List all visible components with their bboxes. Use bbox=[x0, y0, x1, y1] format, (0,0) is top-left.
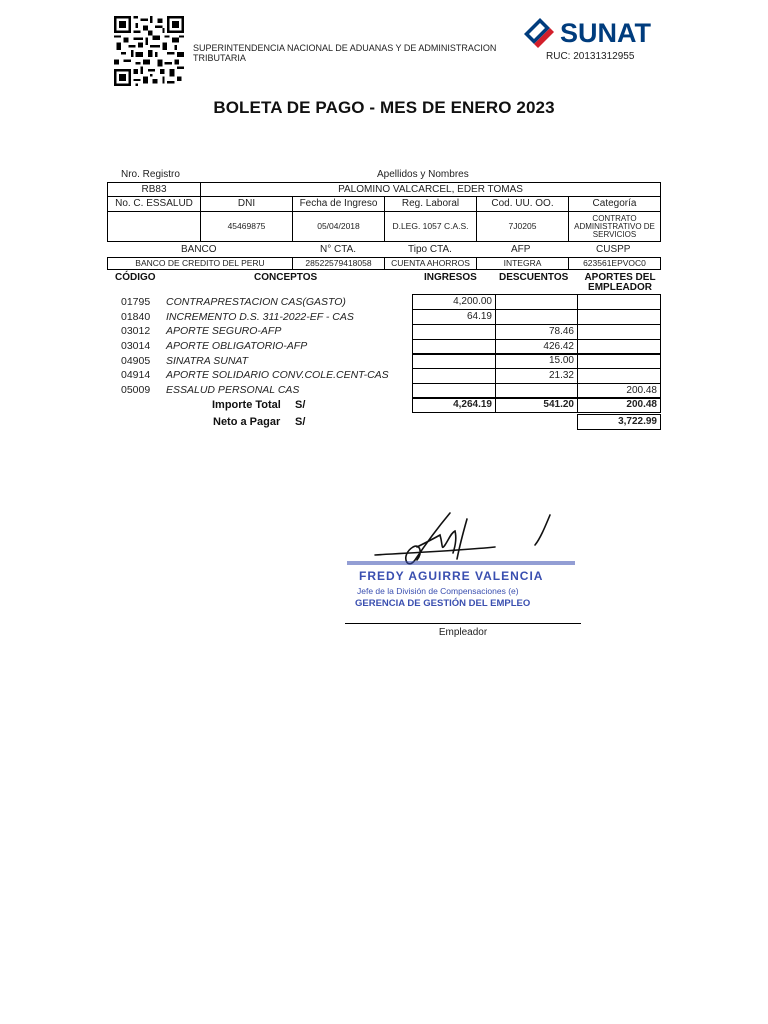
row-code: 04905 bbox=[121, 355, 151, 367]
value-cod-uu: 7J0205 bbox=[476, 211, 569, 242]
row-ingreso: 64.19 bbox=[412, 309, 496, 325]
value-fecha-ingreso: 05/04/2018 bbox=[292, 211, 385, 242]
label-essalud: No. C. ESSALUD bbox=[107, 196, 201, 212]
label-cod-uu: Cod. UU. OO. bbox=[476, 196, 569, 212]
row-descuento: 426.42 bbox=[495, 339, 578, 355]
importe-total-label: Importe Total bbox=[212, 399, 281, 411]
value-cuspp: 623561EPVOC0 bbox=[568, 257, 661, 270]
row-aporte bbox=[577, 324, 661, 340]
row-code: 03014 bbox=[121, 340, 151, 352]
row-ingreso: 4,200.00 bbox=[412, 294, 496, 310]
row-code: 01840 bbox=[121, 311, 151, 323]
neto-pagar-currency: S/ bbox=[295, 416, 306, 428]
row-descuento bbox=[495, 309, 578, 325]
document-title: BOLETA DE PAGO - MES DE ENERO 2023 bbox=[213, 98, 555, 117]
total-aportes: 200.48 bbox=[577, 397, 661, 413]
value-reg-laboral: D.LEG. 1057 C.A.S. bbox=[384, 211, 477, 242]
header-conceptos: CONCEPTOS bbox=[254, 272, 318, 283]
stamp-name: FREDY AGUIRRE VALENCIA bbox=[359, 569, 544, 583]
label-tipo-cta: Tipo CTA. bbox=[408, 244, 452, 255]
row-ingreso bbox=[412, 353, 496, 369]
label-dni: DNI bbox=[200, 196, 293, 212]
handwritten-signature-icon bbox=[375, 513, 550, 564]
header-descuentos: DESCUENTOS bbox=[499, 272, 569, 283]
row-concept: APORTE SEGURO-AFP bbox=[166, 325, 282, 337]
value-banco: BANCO DE CREDITO DEL PERU bbox=[107, 257, 293, 270]
value-nro-cta: 28522579418058 bbox=[292, 257, 385, 270]
total-descuentos: 541.20 bbox=[495, 397, 578, 413]
signature-stamp bbox=[345, 505, 585, 615]
label-apellidos: Apellidos y Nombres bbox=[377, 169, 469, 180]
logo-text: SUNAT bbox=[560, 18, 651, 48]
row-concept: ESSALUD PERSONAL CAS bbox=[166, 384, 300, 396]
label-afp: AFP bbox=[511, 244, 531, 255]
label-categoria: Categoría bbox=[568, 196, 661, 212]
row-aporte bbox=[577, 294, 661, 310]
label-nro-cta: N° CTA. bbox=[320, 244, 357, 255]
row-concept: APORTE OBLIGATORIO-AFP bbox=[166, 340, 308, 352]
row-aporte bbox=[577, 309, 661, 325]
ruc-number: RUC: 20131312955 bbox=[546, 51, 635, 62]
row-ingreso bbox=[412, 368, 496, 384]
row-code: 04914 bbox=[121, 369, 151, 381]
value-essalud bbox=[107, 211, 201, 242]
row-code: 03012 bbox=[121, 325, 151, 337]
value-dni: 45469875 bbox=[200, 211, 293, 242]
neto-pagar-value: 3,722.99 bbox=[577, 414, 661, 430]
row-concept: SINATRA SUNAT bbox=[166, 355, 249, 367]
row-aporte bbox=[577, 353, 661, 369]
sunat-logo bbox=[520, 12, 692, 52]
header-aportes: APORTES DEL EMPLEADOR bbox=[584, 272, 656, 293]
header-ingresos: INGRESOS bbox=[424, 272, 477, 283]
row-concept: INCREMENTO D.S. 311-2022-EF - CAS bbox=[166, 311, 354, 323]
label-banco: BANCO bbox=[181, 244, 217, 255]
qr-code bbox=[113, 16, 185, 86]
signature-label: Empleador bbox=[438, 627, 488, 638]
label-nro-registro: Nro. Registro bbox=[121, 169, 180, 180]
total-ingresos: 4,264.19 bbox=[412, 397, 496, 413]
row-ingreso bbox=[412, 324, 496, 340]
neto-pagar-label: Neto a Pagar bbox=[213, 416, 281, 428]
row-descuento bbox=[495, 294, 578, 310]
value-categoria: CONTRATO ADMINISTRATIVO DE SERVICIOS bbox=[568, 211, 661, 242]
row-descuento: 15.00 bbox=[495, 353, 578, 369]
label-fecha-ingreso: Fecha de Ingreso bbox=[292, 196, 385, 212]
organization-name: SUPERINTENDENCIA NACIONAL DE ADUANAS Y DE ADMINISTRACION TRIBUTARIA bbox=[193, 43, 497, 63]
row-code: 01795 bbox=[121, 296, 151, 308]
stamp-position: Jefe de la División de Compensaciones (e) bbox=[357, 586, 519, 596]
row-concept: CONTRAPRESTACION CAS(GASTO) bbox=[166, 296, 346, 308]
row-descuento: 21.32 bbox=[495, 368, 578, 384]
row-code: 05009 bbox=[121, 384, 151, 396]
row-aporte bbox=[577, 368, 661, 384]
label-cuspp: CUSPP bbox=[596, 244, 631, 255]
row-concept: APORTE SOLIDARIO CONV.COLE.CENT-CAS bbox=[166, 369, 389, 381]
row-descuento: 78.46 bbox=[495, 324, 578, 340]
value-afp: INTEGRA bbox=[476, 257, 569, 270]
stamp-text bbox=[347, 561, 575, 609]
value-tipo-cta: CUENTA AHORROS bbox=[384, 257, 477, 270]
header-codigo: CÓDIGO bbox=[115, 272, 156, 283]
row-aporte: 200.48 bbox=[577, 383, 661, 399]
value-apellidos: PALOMINO VALCARCEL, EDER TOMAS bbox=[200, 182, 661, 197]
importe-total-currency: S/ bbox=[295, 399, 306, 411]
label-reg-laboral: Reg. Laboral bbox=[384, 196, 477, 212]
value-nro-registro: RB83 bbox=[107, 182, 201, 197]
sunat-emblem-icon bbox=[524, 18, 554, 48]
signature-line bbox=[345, 623, 581, 624]
stamp-department: GERENCIA DE GESTIÓN DEL EMPLEO bbox=[355, 598, 531, 609]
